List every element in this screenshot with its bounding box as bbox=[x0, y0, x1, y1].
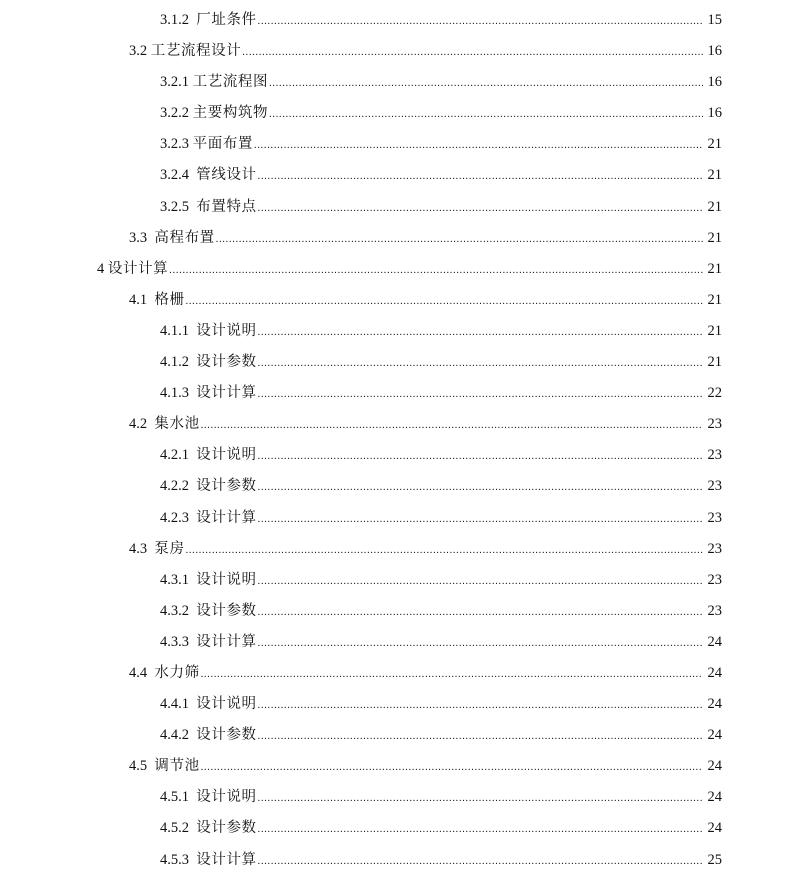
toc-entry-page-number: 23 bbox=[707, 571, 722, 588]
toc-entry-line bbox=[97, 254, 722, 286]
toc-dot-leader bbox=[258, 814, 703, 845]
toc-entry-line bbox=[160, 378, 722, 410]
toc-dot-leader bbox=[258, 317, 703, 348]
toc-entry-number: 3.1.2 bbox=[160, 12, 197, 28]
toc-entry-title: 设计参数 bbox=[196, 727, 257, 744]
toc-entry-page-number: 21 bbox=[707, 260, 722, 277]
toc-entry-line bbox=[160, 316, 722, 348]
toc-entry-title: 调节池 bbox=[154, 758, 200, 775]
toc-entry-page-number: 21 bbox=[707, 354, 722, 371]
toc-entry-line bbox=[160, 160, 722, 192]
toc-entry-number: 4.5.1 bbox=[160, 789, 197, 806]
toc-entry-title: 管线设计 bbox=[196, 167, 257, 184]
toc-entry-title: 格栅 bbox=[154, 291, 185, 308]
toc-dot-leader bbox=[258, 721, 703, 752]
toc-entry-line bbox=[160, 67, 722, 99]
toc-entry-title: 设计说明 bbox=[196, 696, 257, 713]
toc-entry-line bbox=[160, 5, 722, 37]
toc-entry-number: 4.3.2 bbox=[160, 602, 197, 619]
toc-entry-line bbox=[160, 471, 722, 503]
toc-entry-number: 4.5.2 bbox=[160, 820, 197, 837]
toc-entry-number: 4.1.3 bbox=[160, 385, 197, 402]
toc-entry-title: 厂址条件 bbox=[196, 12, 257, 28]
toc-entry-number: 4.1 bbox=[129, 291, 155, 308]
toc-entry[interactable] bbox=[0, 347, 796, 378]
toc-entry[interactable] bbox=[0, 534, 796, 565]
toc-entry-title: 设计参数 bbox=[196, 478, 257, 495]
toc-dot-leader bbox=[269, 99, 703, 130]
toc-dot-leader bbox=[258, 566, 703, 597]
toc-entry-title: 集水池 bbox=[154, 416, 200, 433]
toc-entry-page-number: 23 bbox=[707, 416, 722, 433]
toc-entry-line bbox=[160, 627, 722, 659]
toc-entry-page-number: 21 bbox=[707, 229, 722, 246]
toc-dot-leader bbox=[186, 535, 703, 566]
toc-entry-line bbox=[160, 129, 722, 161]
toc-dot-leader bbox=[258, 504, 703, 535]
toc-entry-title: 设计说明 bbox=[196, 571, 257, 588]
toc-entry-title: 设计说明 bbox=[196, 322, 257, 339]
toc-dot-leader bbox=[216, 224, 703, 255]
toc-entry-title: 工艺流程设计 bbox=[150, 43, 242, 60]
toc-dot-leader bbox=[258, 161, 703, 192]
toc-entry-number: 4.1.1 bbox=[160, 322, 197, 339]
toc-entry-line bbox=[129, 223, 722, 255]
toc-entry-page-number: 21 bbox=[707, 322, 722, 339]
toc-dot-leader bbox=[258, 193, 703, 224]
toc-entry-title: 设计说明 bbox=[196, 789, 257, 806]
toc-dot-leader bbox=[242, 37, 703, 68]
toc-entry-number: 4.5 bbox=[129, 758, 155, 775]
toc-entry[interactable] bbox=[0, 689, 796, 720]
toc-entry-page-number: 16 bbox=[707, 74, 722, 91]
toc-entry[interactable] bbox=[0, 160, 796, 191]
toc-entry-page-number: 24 bbox=[707, 789, 722, 806]
toc-dot-leader bbox=[254, 130, 703, 161]
toc-entry-number: 3.2.4 bbox=[160, 167, 197, 184]
toc-dot-leader bbox=[258, 628, 703, 659]
toc-dot-leader bbox=[258, 783, 703, 814]
toc-entry[interactable] bbox=[0, 36, 796, 67]
toc-entry-title: 水力筛 bbox=[154, 664, 200, 681]
toc-entry[interactable] bbox=[0, 751, 796, 782]
toc-entry-title: 主要构筑物 bbox=[192, 105, 269, 122]
toc-entry-title: 布置特点 bbox=[196, 198, 257, 215]
toc-entry-title: 工艺流程图 bbox=[192, 74, 269, 91]
toc-entry-number: 4.3.1 bbox=[160, 571, 197, 588]
toc-dot-leader bbox=[201, 659, 703, 690]
toc-entry-title: 设计参数 bbox=[196, 820, 257, 837]
toc-entry-line bbox=[160, 503, 722, 535]
toc-entry-number: 4.2 bbox=[129, 416, 155, 433]
toc-entry-number: 4.3.3 bbox=[160, 633, 197, 650]
toc-entry-page-number: 16 bbox=[707, 105, 722, 122]
toc-entry-page-number: 24 bbox=[707, 758, 722, 775]
table-of-contents bbox=[0, 5, 796, 876]
toc-entry[interactable] bbox=[0, 192, 796, 223]
toc-entry-page-number: 16 bbox=[707, 43, 722, 60]
toc-entry-title: 设计计算 bbox=[196, 385, 257, 402]
toc-entry-page-number: 23 bbox=[707, 540, 722, 557]
toc-entry-number: 4.2.2 bbox=[160, 478, 197, 495]
toc-entry[interactable] bbox=[0, 440, 796, 471]
toc-entry-number: 3.2 bbox=[129, 43, 151, 60]
toc-entry[interactable] bbox=[0, 782, 796, 813]
toc-entry-page-number: 21 bbox=[707, 136, 722, 153]
toc-entry-title: 高程布置 bbox=[154, 229, 215, 246]
toc-entry[interactable] bbox=[0, 503, 796, 534]
toc-entry[interactable] bbox=[0, 67, 796, 98]
toc-dot-leader bbox=[258, 690, 703, 721]
toc-entry-page-number: 23 bbox=[707, 447, 722, 464]
toc-entry-line bbox=[160, 596, 722, 628]
toc-entry-page-number: 24 bbox=[707, 664, 722, 681]
toc-entry-title: 设计参数 bbox=[196, 354, 257, 371]
toc-dot-leader bbox=[269, 68, 703, 99]
toc-entry-number: 3.2.3 bbox=[160, 136, 193, 153]
toc-dot-leader bbox=[258, 348, 703, 379]
toc-entry[interactable] bbox=[0, 845, 796, 876]
toc-entry[interactable] bbox=[0, 720, 796, 751]
toc-dot-leader bbox=[258, 441, 703, 472]
toc-dot-leader bbox=[258, 472, 703, 503]
toc-entry-line bbox=[129, 658, 722, 690]
toc-entry[interactable] bbox=[0, 813, 796, 844]
toc-entry[interactable] bbox=[0, 565, 796, 596]
toc-entry-number: 3.3 bbox=[129, 229, 155, 246]
toc-entry-title: 泵房 bbox=[154, 540, 185, 557]
toc-entry[interactable] bbox=[0, 98, 796, 129]
toc-entry-title: 平面布置 bbox=[192, 136, 254, 153]
toc-entry-page-number: 24 bbox=[707, 727, 722, 744]
toc-dot-leader bbox=[201, 752, 703, 783]
toc-entry-number: 4.5.3 bbox=[160, 851, 197, 868]
toc-entry-title: 设计计算 bbox=[196, 851, 257, 868]
toc-entry-number: 4.4.1 bbox=[160, 696, 197, 713]
toc-entry-page-number: 23 bbox=[707, 509, 722, 526]
toc-entry-line bbox=[160, 720, 722, 752]
toc-dot-leader bbox=[186, 286, 703, 317]
toc-entry-page-number: 24 bbox=[707, 633, 722, 650]
toc-entry-number: 4.3 bbox=[129, 540, 155, 557]
toc-entry[interactable] bbox=[0, 596, 796, 627]
toc-entry-page-number: 23 bbox=[707, 478, 722, 495]
toc-entry[interactable] bbox=[0, 129, 796, 160]
toc-entry-title: 设计参数 bbox=[196, 602, 257, 619]
toc-entry-number: 4.4.2 bbox=[160, 727, 197, 744]
toc-entry-number: 4.4 bbox=[129, 664, 155, 681]
toc-entry-number: 3.2.1 bbox=[160, 74, 193, 91]
toc-entry-title: 设计计算 bbox=[196, 633, 257, 650]
toc-entry[interactable] bbox=[0, 316, 796, 347]
toc-entry[interactable] bbox=[0, 471, 796, 502]
toc-entry[interactable] bbox=[0, 409, 796, 440]
toc-entry-page-number: 15 bbox=[707, 12, 722, 28]
toc-entry-line bbox=[160, 347, 722, 379]
toc-entry[interactable] bbox=[0, 378, 796, 409]
toc-entry-number: 4.2.3 bbox=[160, 509, 197, 526]
toc-dot-leader bbox=[169, 255, 703, 286]
toc-entry-number: 3.2.5 bbox=[160, 198, 197, 215]
toc-entry-page-number: 22 bbox=[707, 385, 722, 402]
toc-entry[interactable] bbox=[0, 627, 796, 658]
toc-dot-leader bbox=[258, 846, 703, 877]
toc-entry-number: 4.1.2 bbox=[160, 354, 197, 371]
toc-entry-line bbox=[160, 845, 722, 877]
toc-entry-line bbox=[129, 534, 722, 566]
toc-entry-page-number: 21 bbox=[707, 198, 722, 215]
toc-entry-line bbox=[160, 98, 722, 130]
toc-entry-line bbox=[160, 440, 722, 472]
toc-dot-leader bbox=[258, 597, 703, 628]
toc-entry-line bbox=[160, 689, 722, 721]
toc-entry-number: 4 bbox=[97, 260, 108, 277]
toc-entry-line bbox=[160, 782, 722, 814]
toc-dot-leader bbox=[201, 410, 703, 441]
toc-entry-page-number: 24 bbox=[707, 696, 722, 713]
toc-entry-line bbox=[129, 36, 722, 68]
toc-entry-line bbox=[160, 192, 722, 224]
toc-dot-leader bbox=[258, 6, 703, 37]
toc-entry-title: 设计计算 bbox=[107, 260, 169, 277]
toc-entry[interactable] bbox=[0, 254, 796, 285]
toc-entry-number: 4.2.1 bbox=[160, 447, 197, 464]
toc-entry-page-number: 25 bbox=[707, 851, 722, 868]
toc-entry-page-number: 21 bbox=[707, 291, 722, 308]
toc-entry[interactable] bbox=[0, 658, 796, 689]
toc-entry-title: 设计计算 bbox=[196, 509, 257, 526]
toc-entry-number: 3.2.2 bbox=[160, 105, 193, 122]
toc-entry-page-number: 21 bbox=[707, 167, 722, 184]
toc-entry[interactable] bbox=[0, 5, 796, 36]
toc-entry-line bbox=[129, 409, 722, 441]
toc-entry-page-number: 23 bbox=[707, 602, 722, 619]
toc-entry-line bbox=[129, 751, 722, 783]
toc-entry[interactable] bbox=[0, 223, 796, 254]
toc-entry-line bbox=[160, 813, 722, 845]
toc-entry-line bbox=[160, 565, 722, 597]
toc-dot-leader bbox=[258, 379, 703, 410]
toc-entry-title: 设计说明 bbox=[196, 447, 257, 464]
toc-entry-page-number: 24 bbox=[707, 820, 722, 837]
toc-entry[interactable] bbox=[0, 285, 796, 316]
toc-entry-line bbox=[129, 285, 722, 317]
